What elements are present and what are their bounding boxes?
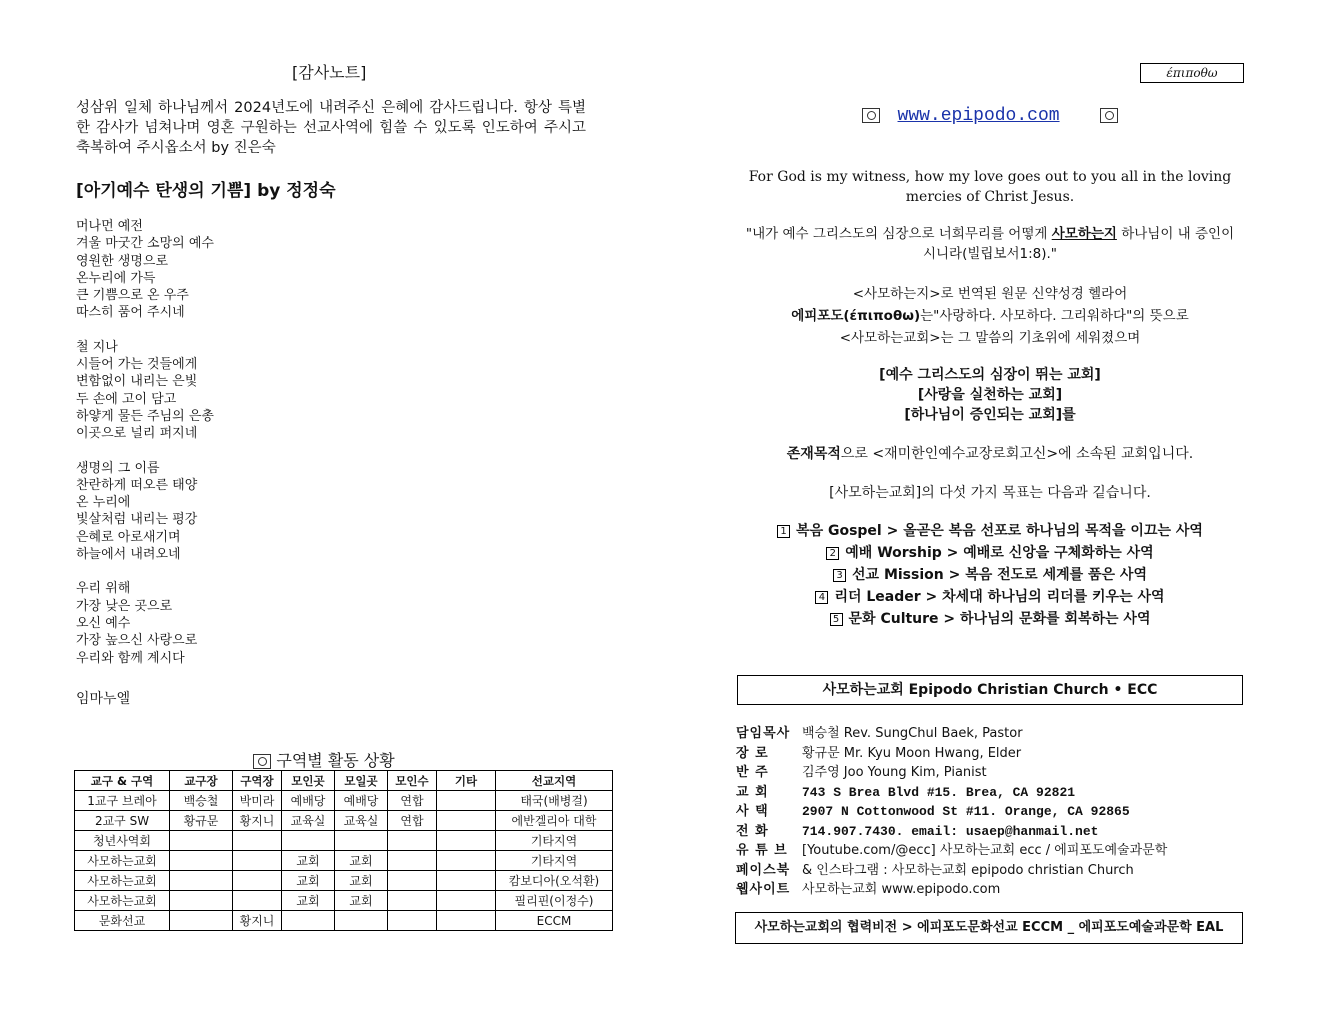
- church-icon: [862, 108, 880, 123]
- poem-line: 하얗게 물든 주님의 은총: [76, 408, 214, 424]
- goal-item: [740, 564, 1240, 586]
- table-cell: 사모하는교회: [75, 891, 170, 911]
- vision-box: 사모하는교회의 협력비전 > 에피포도문화선교 ECCM _ 에피포도예술과문학 EAL: [735, 912, 1243, 944]
- info-row: [736, 859, 1167, 879]
- poem-stanza: [76, 339, 214, 443]
- table-cell: 교회: [282, 891, 335, 911]
- table-row: [75, 871, 613, 891]
- district-activity-table: [74, 770, 613, 931]
- goal-number: 5: [830, 613, 843, 626]
- table-cell: [437, 791, 496, 811]
- table-cell: [388, 911, 437, 931]
- church-identity-line: [하나님이 증인되는 교회]를: [904, 407, 1076, 423]
- info-label: 유 튜 브: [736, 843, 788, 858]
- info-value: 714.907.7430. email: usaep@hanmail.net: [802, 823, 1099, 839]
- table-cell: 교회: [335, 871, 388, 891]
- info-label: 반 주: [736, 765, 769, 780]
- church-info: [736, 722, 1167, 898]
- district-activity-title-text: 구역별 활동 상황: [276, 751, 395, 770]
- poem-line: 영원한 생명으로: [76, 253, 169, 269]
- purpose-text: 으로 <재미한인예수교장로회고신>에 소속된 교회입니다.: [840, 446, 1194, 462]
- table-cell: 교회: [335, 851, 388, 871]
- info-value: 백승철 Rev. SungChul Baek, Pastor: [802, 726, 1023, 741]
- goal-text: 예배 Worship > 예배로 신앙을 구체화하는 사역: [845, 545, 1154, 561]
- table-header-row: [75, 771, 613, 791]
- table-cell: [282, 911, 335, 931]
- poem-line: 생명의 그 이름: [76, 460, 160, 476]
- table-cell: [388, 851, 437, 871]
- purpose-bold: 존재목적: [786, 446, 841, 462]
- meaning-paragraph: [740, 283, 1240, 349]
- poem-line: 시들어 가는 것들에게: [76, 357, 198, 373]
- poem-line: 하늘에서 내려오네: [76, 547, 181, 563]
- info-label: 웹사이트: [736, 882, 791, 897]
- info-label: 사 택: [736, 804, 769, 819]
- table-cell: 청년사역회: [75, 831, 170, 851]
- table-cell: 연합: [388, 811, 437, 831]
- district-activity-title: [74, 748, 574, 771]
- info-row: [736, 839, 1167, 859]
- poem-line: 따스히 품어 주시네: [76, 305, 185, 321]
- table-cell: [170, 911, 233, 931]
- table-header-cell: 기타: [437, 771, 496, 791]
- info-row: [736, 878, 1167, 898]
- table-cell: [437, 831, 496, 851]
- poem-title: [아기예수 탄생의 기쁨] by 정정숙: [76, 181, 336, 201]
- poem-line: 찬란하게 떠오른 태양: [76, 477, 198, 493]
- church-identity-line: [예수 그리스도의 심장이 뛰는 교회]: [879, 367, 1101, 383]
- table-cell: [437, 851, 496, 871]
- poem-line: 큰 기쁨으로 온 우주: [76, 288, 189, 304]
- table-cell: 교회: [282, 871, 335, 891]
- goal-number: 3: [833, 569, 846, 582]
- info-label: 페이스북: [736, 862, 791, 878]
- purpose-line: [740, 443, 1240, 463]
- table-cell: 황지니: [233, 811, 282, 831]
- goal-item: [740, 608, 1240, 630]
- table-cell: 에반겔리아 대학: [496, 811, 613, 831]
- goal-text: 문화 Culture > 하나님의 문화를 회복하는 사역: [848, 611, 1151, 627]
- epipodo-term: 에피포도(έπιποθω): [791, 308, 921, 324]
- poem-line: 빛살처럼 내리는 평강: [76, 512, 198, 528]
- table-cell: ECCM: [496, 911, 613, 931]
- info-value: [Youtube.com/@ecc] 사모하는교회 ecc / 에피포도예술과문학: [802, 843, 1168, 858]
- church-icon: [253, 754, 271, 769]
- table-cell: [170, 831, 233, 851]
- table-cell: 교회: [335, 891, 388, 911]
- poem-line: 우리 위해: [76, 581, 131, 597]
- info-row: [736, 722, 1167, 742]
- goal-number: 4: [815, 591, 828, 604]
- info-value: 743 S Brea Blvd #15. Brea, CA 92821: [802, 784, 1076, 800]
- table-cell: [437, 811, 496, 831]
- table-cell: 예배당: [282, 791, 335, 811]
- website-link[interactable]: www.epipodo.com: [897, 106, 1060, 126]
- table-cell: 문화선교: [75, 911, 170, 931]
- table-cell: [282, 831, 335, 851]
- poem-line: 철 지나: [76, 339, 118, 355]
- table-cell: [233, 851, 282, 871]
- verse-korean-part: "내가 예수 그리스도의 심장으로 너희무리를 어떻게: [745, 226, 1052, 242]
- table-cell: 교육실: [282, 811, 335, 831]
- verse-korean-emphasis: 사모하는지: [1051, 226, 1117, 242]
- table-row: [75, 811, 613, 831]
- table-cell: 교회: [282, 851, 335, 871]
- goal-text: 복음 Gospel > 올곧은 복음 선포로 하나님의 목적을 이끄는 사역: [796, 523, 1203, 539]
- table-header-cell: 구역장: [233, 771, 282, 791]
- poem-stanza: [76, 580, 214, 666]
- table-header-cell: 모일곳: [335, 771, 388, 791]
- table-row: [75, 891, 613, 911]
- poem-line: 은혜로 아로새기며: [76, 529, 181, 545]
- info-label: 담임목사: [736, 726, 791, 741]
- table-header-cell: 교구 & 구역: [75, 771, 170, 791]
- meaning-line: <사모하는지>로 번역된 원문 신약성경 헬라어: [852, 286, 1128, 302]
- info-row: [736, 742, 1167, 762]
- table-header-cell: 모인곳: [282, 771, 335, 791]
- info-value: 2907 N Cottonwood St #11. Orange, CA 92865: [802, 804, 1130, 819]
- poem-line: 가장 낮은 곳으로: [76, 598, 173, 614]
- goals-intro: [사모하는교회]의 다섯 가지 목표는 다음과 깉습니다.: [829, 485, 1151, 501]
- goal-text: 리더 Leader > 차세대 하나님의 리더를 키우는 사역: [834, 589, 1165, 605]
- info-label: 교 회: [736, 784, 769, 800]
- table-cell: [233, 891, 282, 911]
- info-value: & 인스타그램 : 사모하는교회 epipodo christian Church: [802, 862, 1134, 878]
- table-cell: 기타지역: [496, 851, 613, 871]
- info-label: 장 로: [736, 745, 769, 761]
- table-cell: [437, 871, 496, 891]
- verse-korean-part: 하나님이 내 증인이시니라(빌립보서1:8).": [922, 226, 1235, 262]
- table-row: [75, 831, 613, 851]
- verse-korean: [740, 224, 1240, 264]
- table-cell: [335, 831, 388, 851]
- table-cell: 박미라: [233, 791, 282, 811]
- poem-line: 가장 높으신 사랑으로: [76, 633, 198, 649]
- info-row: [736, 800, 1167, 820]
- table-header-cell: 모인수: [388, 771, 437, 791]
- website-line: [740, 104, 1240, 126]
- table-cell: 사모하는교회: [75, 851, 170, 871]
- table-cell: [233, 831, 282, 851]
- goal-number: 1: [777, 525, 790, 538]
- poem-line: 온 누리에: [76, 495, 131, 511]
- table-cell: [388, 871, 437, 891]
- goals-list: [740, 520, 1240, 630]
- poem-line: 이곳으로 널리 퍼지네: [76, 426, 198, 442]
- meaning-text: 는"사랑하다. 사모하다. 그리워하다"의 뜻으로: [920, 308, 1189, 324]
- poem-line: 두 손에 고이 담고: [76, 391, 177, 407]
- info-value: 김주영 Joo Young Kim, Pianist: [802, 765, 987, 780]
- poem-body: [76, 218, 214, 684]
- table-cell: 연합: [388, 791, 437, 811]
- table-cell: [388, 831, 437, 851]
- poem-line: 온누리에 가득: [76, 270, 156, 286]
- poem-line: 오신 예수: [76, 615, 131, 631]
- table-row: [75, 791, 613, 811]
- goal-item: [740, 520, 1240, 542]
- poem-line: 겨울 마굿간 소망의 예수: [76, 236, 214, 252]
- info-label: 전 화: [736, 823, 769, 839]
- poem-stanza: [76, 460, 214, 564]
- table-cell: 황지니: [233, 911, 282, 931]
- table-cell: [233, 871, 282, 891]
- table-cell: 필리핀(이정수): [496, 891, 613, 911]
- info-row: [736, 761, 1167, 781]
- poem-line: 변함없이 내리는 은빛: [76, 374, 198, 390]
- table-cell: 캄보디아(오석환): [496, 871, 613, 891]
- meaning-line: <사모하는교회>는 그 말씀의 기초위에 세워졌으며: [839, 330, 1141, 346]
- church-identity-line: [사랑을 실천하는 교회]: [917, 387, 1063, 403]
- info-row: [736, 781, 1167, 801]
- table-cell: [170, 891, 233, 911]
- table-cell: 황규문: [170, 811, 233, 831]
- table-cell: [388, 891, 437, 911]
- table-cell: [335, 911, 388, 931]
- meaning-line: [740, 305, 1240, 327]
- info-value: 사모하는교회 www.epipodo.com: [802, 882, 1001, 897]
- greek-word-box: έπιποθω: [1140, 63, 1244, 83]
- verse-english: For God is my witness, how my love goes out to you all in the loving mercies of Christ Jesus.: [748, 169, 1232, 205]
- info-row: [736, 820, 1167, 840]
- poem-line: 우리와 함께 계시다: [76, 650, 185, 666]
- gratitude-note-body: 성삼위 일체 하나님께서 2024년도에 내려주신 은혜에 감사드립니다. 항상 특별한 감사가 넘쳐나며 영혼 구원하는 선교사역에 힘쓸 수 있도록 인도하여 주시고 축복하여 주시옵소서 by 진은숙: [76, 100, 586, 156]
- church-identity: [740, 365, 1240, 425]
- church-name-box: 사모하는교회 Epipodo Christian Church • ECC: [737, 675, 1243, 705]
- poem-stanza: [76, 218, 214, 322]
- table-cell: 백승철: [170, 791, 233, 811]
- table-header-cell: 선교지역: [496, 771, 613, 791]
- poem-closing: 임마누엘: [76, 691, 131, 707]
- info-value: 황규문 Mr. Kyu Moon Hwang, Elder: [802, 745, 1022, 761]
- goal-text: 선교 Mission > 복음 전도로 세계를 품은 사역: [852, 567, 1147, 583]
- table-cell: 태국(배병걸): [496, 791, 613, 811]
- goal-item: [740, 586, 1240, 608]
- table-cell: 예배당: [335, 791, 388, 811]
- table-header-cell: 교구장: [170, 771, 233, 791]
- table-cell: [437, 891, 496, 911]
- table-cell: 2교구 SW: [75, 811, 170, 831]
- table-row: [75, 911, 613, 931]
- gratitude-note-title: [감사노트]: [292, 63, 367, 82]
- goal-number: 2: [826, 547, 839, 560]
- table-row: [75, 851, 613, 871]
- poem-line: 머나먼 예전: [76, 219, 143, 234]
- table-cell: [170, 871, 233, 891]
- church-icon: [1100, 108, 1118, 123]
- table-cell: [437, 911, 496, 931]
- table-cell: [170, 851, 233, 871]
- goal-item: [740, 542, 1240, 564]
- table-cell: 기타지역: [496, 831, 613, 851]
- table-cell: 1교구 브레아: [75, 791, 170, 811]
- table-cell: 사모하는교회: [75, 871, 170, 891]
- table-cell: 교육실: [335, 811, 388, 831]
